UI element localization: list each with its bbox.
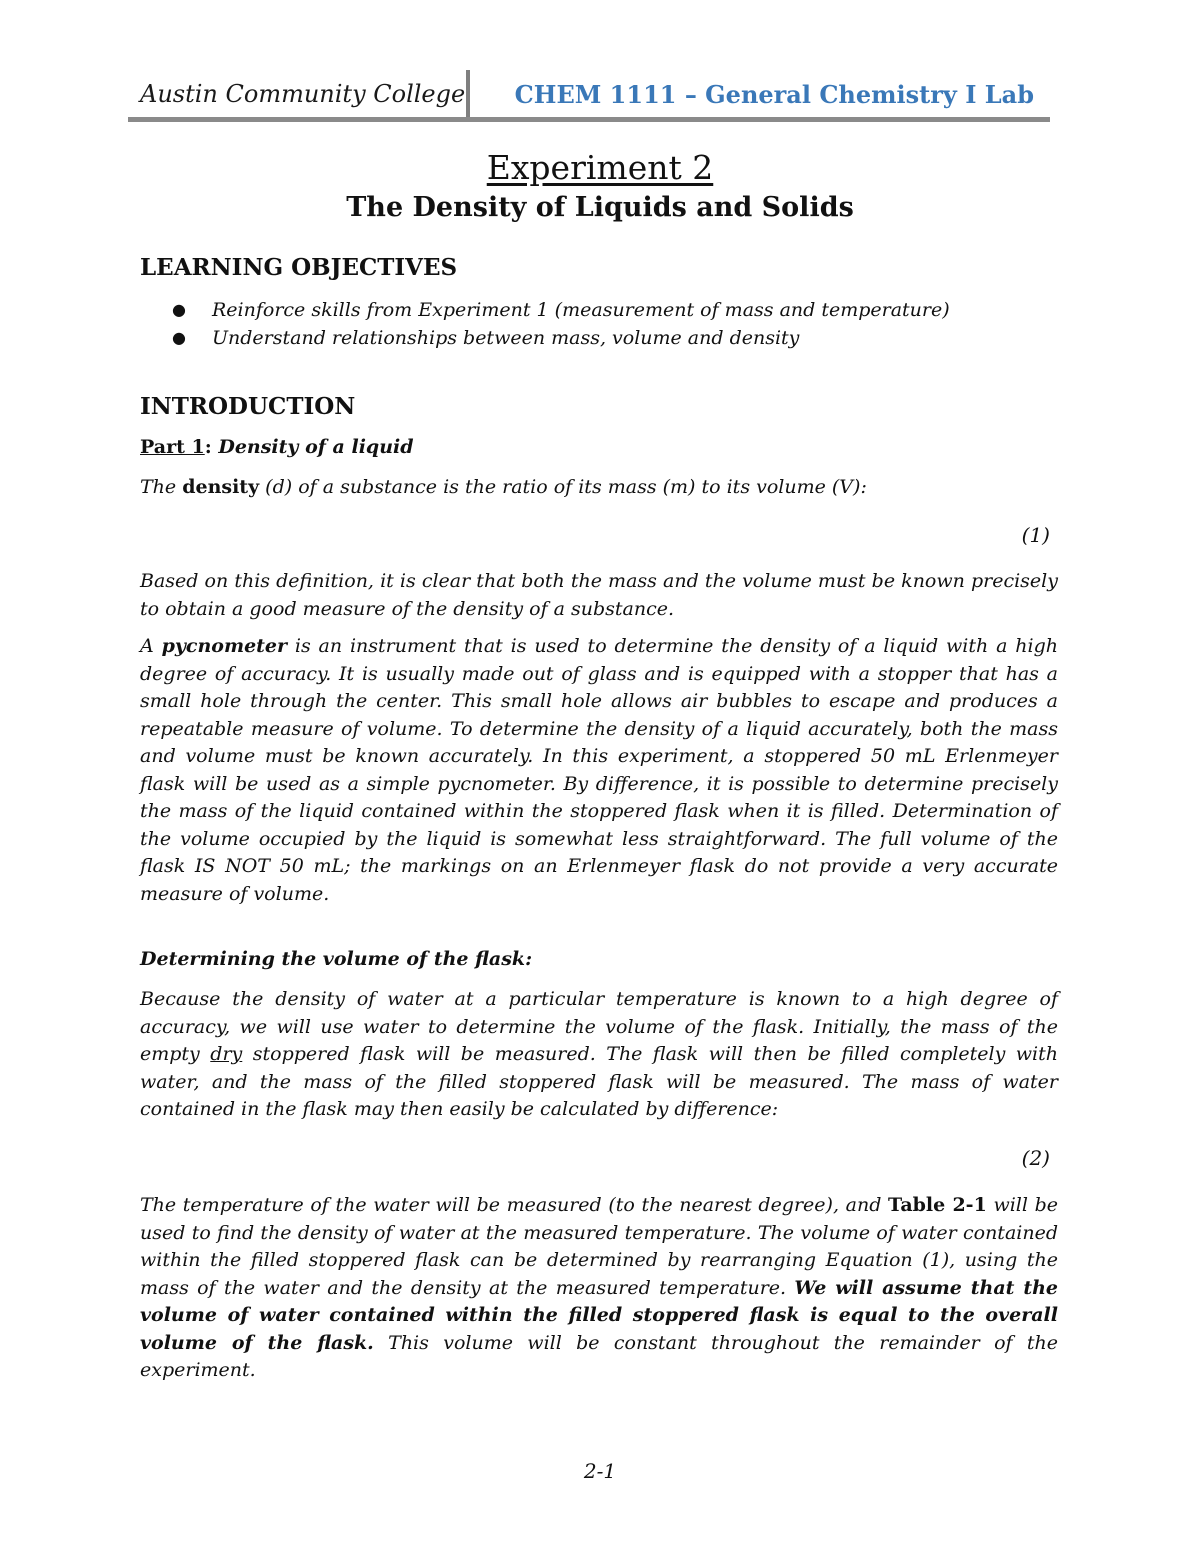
header-divider xyxy=(466,70,470,118)
part1-title: Density of a liquid xyxy=(218,436,414,458)
header-college: Austin Community College xyxy=(140,80,466,108)
bullet-icon: ● xyxy=(172,300,186,319)
part1-label: Part 1 xyxy=(140,436,205,458)
equation-1-number: (1) xyxy=(1021,523,1050,547)
dry-emphasis: dry xyxy=(210,1043,243,1065)
bullet-icon: ● xyxy=(172,328,186,347)
equation-2-number: (2) xyxy=(1021,1146,1050,1170)
pycnometer-paragraph xyxy=(140,633,1058,908)
objective-text: Reinforce skills from Experiment 1 (measurement of mass and temperature) xyxy=(212,299,950,321)
objective-text: Understand relationships between mass, volume and density xyxy=(212,327,800,349)
temperature-paragraph xyxy=(140,1192,1058,1385)
text-span: The xyxy=(140,476,183,498)
pycnometer-term: pycnometer xyxy=(161,635,288,657)
definition-paragraph: Based on this definition, it is clear that both the mass and the volume must be known precisely to obtain a good measure of the density of a substance. xyxy=(140,570,1058,620)
text-span: will be used to find the density of water at the measured temperature. The volume of water contained within the filled stoppered flask can be determined by rearranging Equation (1), using the mass of the water and the density at the measured temperature. xyxy=(140,1194,1058,1299)
density-definition xyxy=(140,474,1058,502)
experiment-title: Experiment 2 xyxy=(486,148,714,187)
objectives-heading: LEARNING OBJECTIVES xyxy=(140,254,458,281)
header-rule xyxy=(128,117,1050,122)
objective-item xyxy=(172,324,950,352)
objectives-list xyxy=(172,296,950,352)
part1-colon: : xyxy=(204,436,212,458)
experiment-subtitle: The Density of Liquids and Solids xyxy=(346,192,854,223)
text-span: This volume will be constant throughout the remainder of the experiment. xyxy=(140,1331,1058,1381)
flask-volume-heading: Determining the volume of the flask: xyxy=(140,948,533,970)
text-span: is an instrument that is used to determine the density of a liquid with a high degree of accuracy. It is usually made out of glass and is equipped with a stopper that has a small hole through the center. This small hole allows air bubbles to escape and produces a repeatable measure of volume. To determine the density of a liquid accurately, both the mass and volume must be known accurately. In this experiment, a stoppered 50 mL Erlenmeyer flask will be used as a simple pycnometer. By difference, it is possible to determine precisely the mass of the liquid contained within the stoppered flask when it is filled. Determination of the volume occupied by the liquid is somewhat less straightforward. The full volume of the flask IS NOT 50 mL; the markings on an Erlenmeyer flask do not provide a very accurate measure of volume. xyxy=(140,635,1058,905)
text-span: A xyxy=(140,635,162,657)
text-span: stoppered flask will be measured. The flask will then be filled completely with water, and the mass of the filled stoppered flask will be measured. The mass of water contained in the flask may then easily be calculated by difference: xyxy=(140,1043,1058,1120)
density-term: density xyxy=(182,476,260,498)
part1-heading xyxy=(140,436,414,458)
page-number: 2-1 xyxy=(583,1459,617,1483)
objective-item xyxy=(172,296,950,324)
assumption-statement: We will assume that the volume of water contained within the filled stoppered flask is equal to the overall volume of the flask. xyxy=(140,1276,1059,1354)
text-span: Because the density of water at a particular temperature is known to a high degree of accuracy, we will use water to determine the volume of the flask. Initially, the mass of the empty xyxy=(140,988,1058,1065)
introduction-heading: INTRODUCTION xyxy=(140,393,356,420)
text-span: (d) of a substance is the ratio of its mass (m) to its volume (V): xyxy=(259,476,867,498)
flask-volume-paragraph xyxy=(140,986,1058,1124)
table-reference: Table 2-1 xyxy=(888,1194,987,1216)
header-course: CHEM 1111 – General Chemistry I Lab xyxy=(514,80,1034,109)
text-span: The temperature of the water will be measured (to the nearest degree), and xyxy=(140,1194,889,1216)
